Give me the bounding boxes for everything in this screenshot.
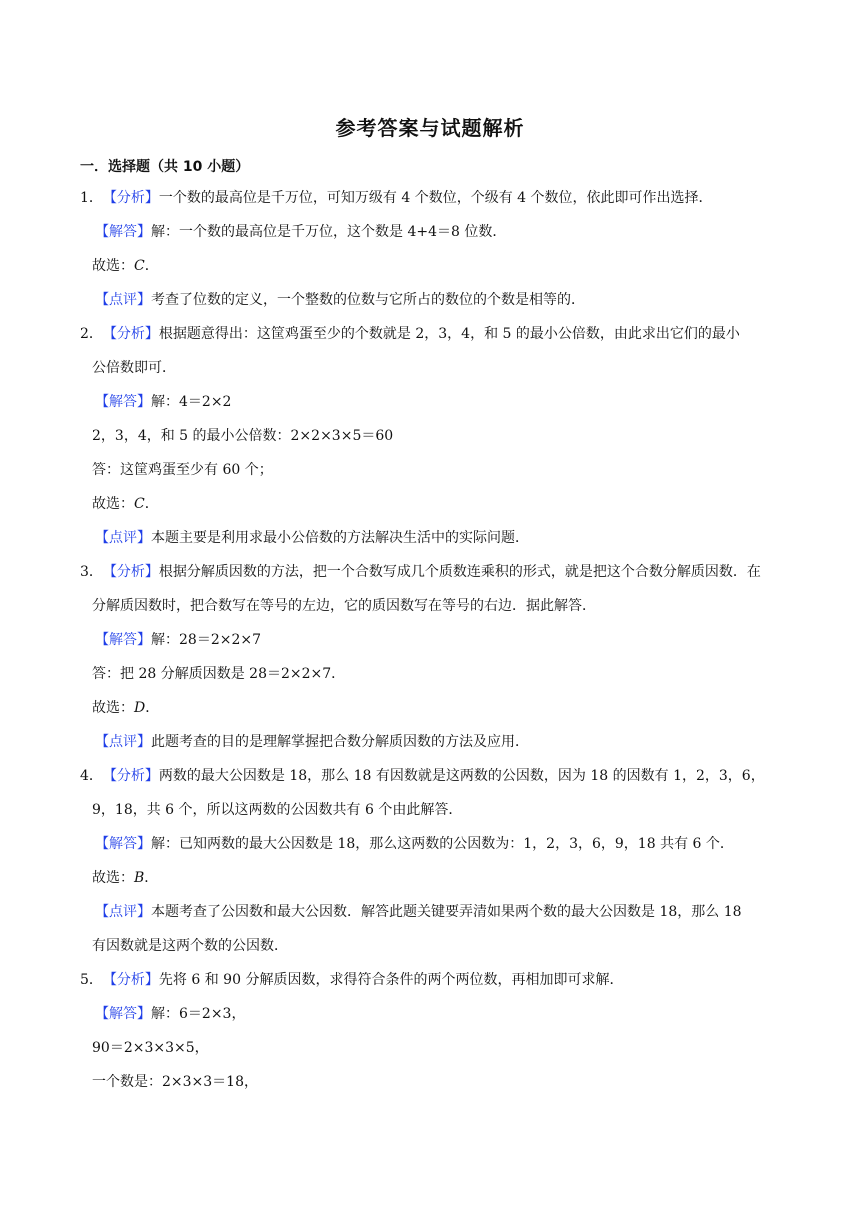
answer-tag: 【解答】 [95,1006,151,1022]
review-tag: 【点评】 [95,292,151,308]
analysis-tag: 【分析】 [102,564,159,580]
q2-review [95,528,800,548]
q2-answer [95,392,800,412]
choose-suffix: ． [144,870,159,886]
q4-review [95,902,800,922]
q5-analysis-text: 先将 6 和 90 分解质因数，求得符合条件的两个两位数，再相加即可求解． [158,972,624,988]
q2-answer-text: 解：4＝2×2 [151,394,232,410]
q1-analysis-text: 一个数的最高位是千万位，可知万级有 4 个数位，个级有 4 个数位，依此即可作出选择． [158,190,713,206]
q4-review-text: 本题考查了公因数和最大公因数．解答此题关键要弄清如果两个数的最大公因数是 18，那么 18 [151,904,742,920]
answer-tag: 【解答】 [95,836,151,852]
q4-analysis-cont: 9，18，共 6 个，所以这两数的公因数共有 6 个由此解答． [92,802,463,818]
choose-prefix: 故选： [92,496,134,512]
page-title: 参考答案与试题解析 [335,116,525,140]
q1-analysis [80,188,785,208]
q2-analysis-cont: 公倍数即可． [92,360,176,376]
answer-tag: 【解答】 [95,632,151,648]
q3-analysis-text: 根据分解质因数的方法，把一个合数写成几个质数连乘积的形式，就是把这个合数分解质因数．在 [158,564,761,580]
q4-answer-text: 解：已知两数的最大公因数是 18，那么这两数的公因数为：1，2，3，6，9，18 共有 6 个． [151,836,734,852]
q4-answer [95,834,800,854]
q1-answer [95,222,800,242]
choose-suffix: ． [145,700,160,716]
q5-number-line: 一个数是：2×3×3＝18， [92,1074,258,1090]
q4-number: 4． [80,768,103,784]
choose-prefix: 故选： [92,870,134,886]
q2-number: 2． [80,326,103,342]
q2-analysis-text: 根据题意得出：这筐鸡蛋至少的个数就是 2，3，4，和 5 的最小公倍数，由此求出它们的最小 [158,326,740,342]
q1-choice-letter: C [134,258,145,274]
q3-choice-letter: D [134,700,146,716]
q4-choice-letter: B [134,870,145,886]
q1-answer-text: 解：一个数的最高位是千万位，这个数是 4+4＝8 位数． [151,224,507,240]
q3-conclusion: 答：把 28 分解质因数是 28＝2×2×7． [92,666,346,682]
q4-review-cont: 有因数就是这两个数的公因数． [92,938,288,954]
analysis-tag: 【分析】 [102,972,159,988]
q4-analysis-text: 两数的最大公因数是 18，那么 18 有因数就是这两数的公因数，因为 18 的因数有 1，2，3，6， [158,768,765,784]
q3-analysis-cont: 分解质因数时，把合数写在等号的左边，它的质因数写在等号的右边．据此解答． [92,598,596,614]
q1-review [95,290,800,310]
q3-answer [95,630,800,650]
q2-conclusion: 答：这筐鸡蛋至少有 60 个； [92,462,273,478]
section-heading: 一．选择题（共 10 小题） [80,159,250,175]
q2-review-text: 本题主要是利用求最小公倍数的方法解决生活中的实际问题． [151,530,529,546]
q2-lcm-line: 2，3，4，和 5 的最小公倍数：2×2×3×5＝60 [92,428,394,444]
q1-number: 1． [80,190,103,206]
q3-number: 3． [80,564,103,580]
choose-suffix: ． [144,496,159,512]
q2-choice-letter: C [134,496,145,512]
q2-choice [92,494,797,514]
q5-factor-line: 90＝2×3×3×5， [92,1040,209,1056]
q3-choice [92,698,797,718]
q5-analysis [80,970,785,990]
q1-choice [92,256,797,276]
review-tag: 【点评】 [95,734,151,750]
q4-analysis [80,766,785,786]
review-tag: 【点评】 [95,530,151,546]
q4-choice [92,868,797,888]
analysis-tag: 【分析】 [102,190,159,206]
choose-prefix: 故选： [92,258,134,274]
q5-answer-text: 解：6＝2×3， [151,1006,246,1022]
q5-number: 5． [80,972,103,988]
analysis-tag: 【分析】 [102,768,159,784]
q3-review-text: 此题考查的目的是理解掌握把合数分解质因数的方法及应用． [151,734,529,750]
analysis-tag: 【分析】 [102,326,159,342]
q3-review [95,732,800,752]
review-tag: 【点评】 [95,904,151,920]
answer-tag: 【解答】 [95,224,151,240]
choose-prefix: 故选： [92,700,134,716]
q5-answer [95,1004,800,1024]
q3-analysis [80,562,785,582]
choose-suffix: ． [144,258,159,274]
answer-tag: 【解答】 [95,394,151,410]
q2-analysis [80,324,785,344]
q3-answer-text: 解：28＝2×2×7 [151,632,261,648]
q1-review-text: 考查了位数的定义，一个整数的位数与它所占的数位的个数是相等的． [151,292,585,308]
